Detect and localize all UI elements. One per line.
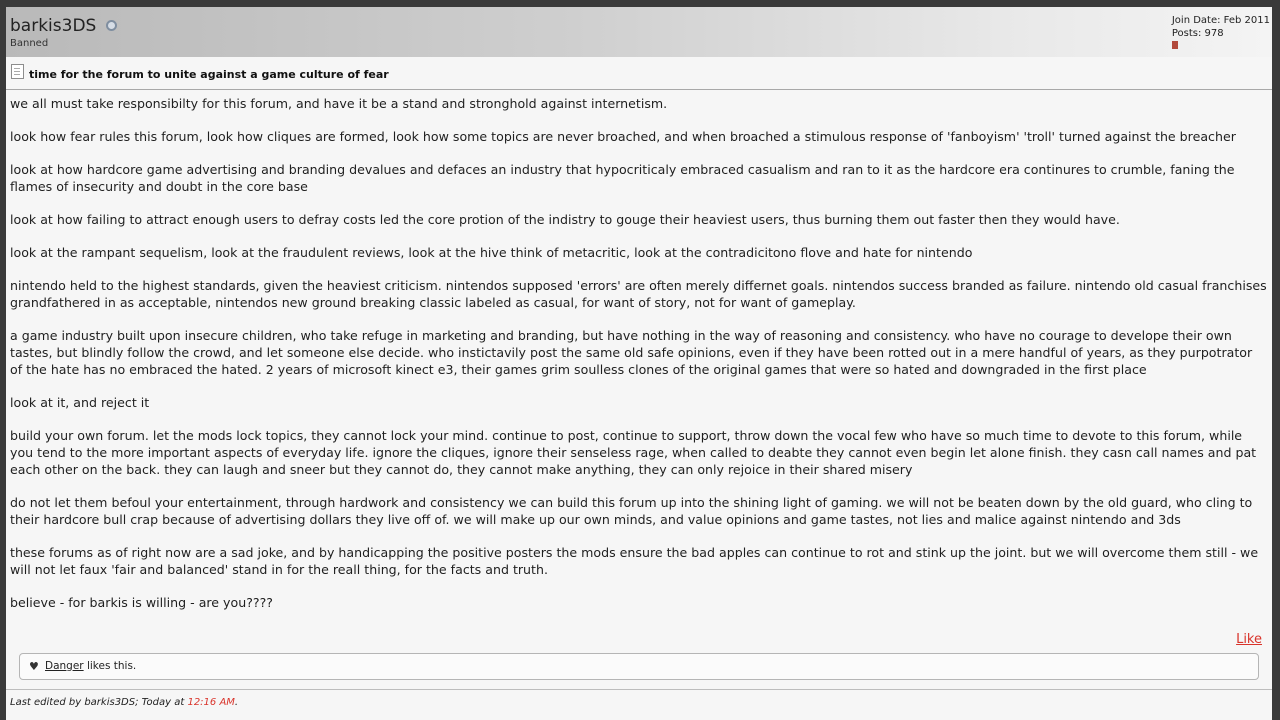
post-paragraph: believe - for barkis is willing - are you???? <box>10 595 273 610</box>
offline-status-icon <box>106 20 117 31</box>
heart-icon: ♥ <box>29 660 39 673</box>
post-paragraph: build your own forum. let the mods lock topics, they cannot lock your mind. continue to post, continue to support, throw down the vocal few who have so much time to devote to this forum, while you tend to the more important aspects of everyday life. ignore the cliques, ignore their senseless rage, when called to deabte they cannot even begin let alone finish. they casn call names and pat each other on the back. they can laugh and sneer but they cannot do, they cannot make anything, they can only rejoice in their shared misery <box>10 428 1257 477</box>
post-document-icon <box>11 64 24 79</box>
reputation-icon <box>1172 41 1178 49</box>
post-count: Posts: 978 <box>1171 28 1224 39</box>
post-body <box>10 95 1268 627</box>
user-info <box>1172 14 1270 49</box>
user-header <box>6 7 1272 57</box>
post-paragraph: look at it, and reject it <box>10 395 150 410</box>
post-paragraph: a game industry built upon insecure children, who take refuge in marketing and branding, but have nothing in the way of reasoning and consistency. who have no courage to develope their own tastes, but blindly follow the crowd, and let someone else decide. who instictavily post the same old safe opinions, even if they have been rotted out in a mere handful of years, as they purpotrator of the hate has no embraced the hated. 2 years of microsoft kinect e3, their games grim soulless clones of the original games that were so hated and downgraded in the first place <box>10 328 1253 377</box>
post-container <box>6 7 1272 720</box>
edited-time: 12:16 AM <box>187 697 235 708</box>
post-paragraph: we all must take responsibilty for this forum, and have it be a stand and stronghold against internetism. <box>10 96 668 111</box>
edited-suffix: . <box>234 697 239 708</box>
post-title-bar <box>6 63 1272 90</box>
post-paragraph: look how fear rules this forum, look how cliques are formed, look how some topics are never broached, and when broached a stimulous response of 'fanboyism' 'troll' turned against the breacher <box>10 129 1236 144</box>
post-paragraph: these forums as of right now are a sad joke, and by handicapping the positive posters the mods ensure the bad apples can continue to rot and stink up the joint. but we will overcome them still - we will not let faux 'fair and balanced' stand in for the reall thing, for the facts and truth. <box>10 545 1259 577</box>
post-paragraph: nintendo held to the highest standards, given the heaviest criticism. nintendos supposed 'errors' are often merely differnet goals. nintendos success branded as failure. nintendo old casual franchises grandfathered in as acceptable, nintendos new ground breaking classic labeled as casual, for want of story, not for want of gameplay. <box>10 278 1267 310</box>
footer-divider <box>6 689 1272 690</box>
liker-name-link[interactable]: Danger <box>45 660 84 672</box>
likes-suffix: likes this. <box>83 660 137 672</box>
last-edited-note <box>10 697 238 708</box>
user-title: Banned <box>10 38 49 49</box>
edited-prefix: Last edited by barkis3DS; Today at <box>10 697 188 708</box>
post-paragraph: look at how failing to attract enough users to defray costs led the core protion of the indistry to gouge their heaviest users, thus burning them out faster then they would have. <box>10 212 1120 227</box>
likes-text <box>45 660 136 672</box>
join-date: Join Date: Feb 2011 <box>1171 15 1270 26</box>
post-paragraph: look at how hardcore game advertising and branding devalues and defaces an industry that hypocriticaly embraced casualism and ran to it as the hardcore era continures to crumble, faning the flames of insecurity and doubt in the core base <box>10 162 1235 194</box>
like-button[interactable]: Like <box>1236 632 1262 647</box>
post-paragraph: do not let them befoul your entertainment, through hardwork and consistency we can build this forum up into the shining light of gaming. we will not be beaten down by the old guard, who cling to their hardcore bull crap because of advertising dollars they live off of. we will make up our own minds, and value opinions and game tastes, not lies and malice against nintendo and 3ds <box>10 495 1253 527</box>
likes-summary <box>19 653 1259 680</box>
username-link[interactable]: barkis3DS <box>10 16 97 36</box>
post-title: time for the forum to unite against a game culture of fear <box>29 68 389 81</box>
post-paragraph: look at the rampant sequelism, look at the fraudulent reviews, look at the hive think of metacritic, look at the contradicitono flove and hate for nintendo <box>10 245 973 260</box>
